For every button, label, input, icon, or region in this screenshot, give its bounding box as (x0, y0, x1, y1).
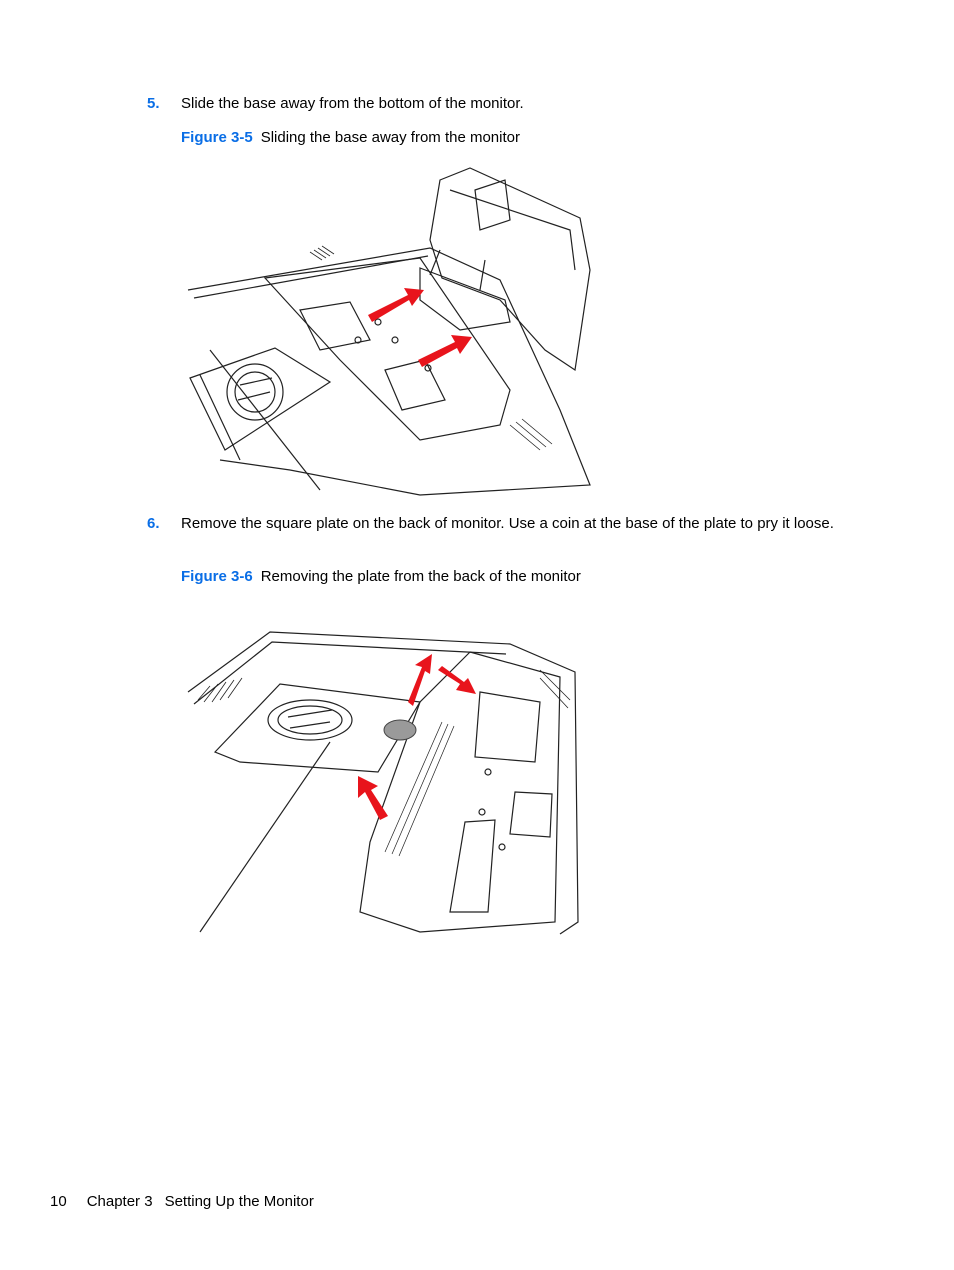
step-number: 6. (147, 515, 160, 532)
figure-3-6-illustration (180, 622, 585, 937)
chapter-title: Setting Up the Monitor (164, 1193, 314, 1210)
arrow-icon (368, 288, 424, 322)
figure-caption-text: Sliding the base away from the monitor (260, 129, 520, 146)
figure-3-5-illustration (180, 160, 605, 500)
monitor-base-slide-drawing (180, 160, 605, 500)
coin-icon (384, 720, 416, 740)
step-text: Remove the square plate on the back of monitor. Use a coin at the base of the plate to pry it loose. (181, 515, 834, 532)
figure-label: Figure 3-5 (181, 129, 253, 146)
page-footer (50, 1192, 314, 1212)
chapter-label: Chapter 3 (86, 1193, 153, 1210)
figure-caption-3-5 (181, 128, 520, 148)
figure-label: Figure 3-6 (181, 568, 253, 585)
arrow-icon (408, 654, 432, 706)
step-number: 5. (147, 95, 160, 112)
step-text: Slide the base away from the bottom of the monitor. (181, 95, 524, 112)
figure-caption-3-6 (181, 567, 581, 587)
monitor-plate-removal-drawing (180, 622, 585, 937)
arrow-icon (418, 335, 472, 367)
arrow-icon (358, 776, 388, 820)
figure-caption-text: Removing the plate from the back of the monitor (260, 568, 581, 585)
arrow-icon (438, 666, 476, 694)
page-number: 10 (50, 1193, 67, 1210)
